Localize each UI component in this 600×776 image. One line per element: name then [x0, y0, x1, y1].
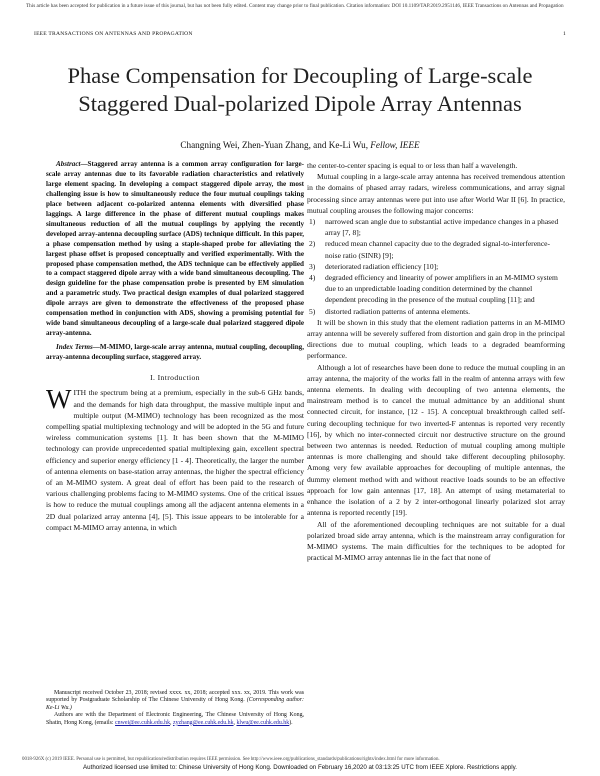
drop-cap: W: [46, 384, 72, 415]
continued-text: the center-to-center spacing is equal to or less than half a wavelength.: [307, 161, 518, 170]
paragraph-difficulties: All of the aforementioned decoupling techniques are not suitable for a dual polarized broad side array antenna, which is the mainstream array configuration for M-MIMO systems. The main difficulties for the techniques to be adopted for practical M-MIMO array antennas lie in the fact that none of: [307, 519, 565, 563]
index-terms: [46, 342, 304, 362]
abstract: [46, 160, 304, 339]
authors: Changning Wei, Zhen-Yuan Zhang, and Ke-Li Wu,: [180, 140, 371, 150]
paragraph-distortion: It will be shown in this study that the element radiation patterns in an M-MIMO array antenna will be severely suffered from distortion and gain drop in the principal directions due to mutual coupling, which leads to a degraded beamforming performance.: [307, 317, 565, 361]
list-item: 1) narrowed scan angle due to substantial active impedance changes in a phased array [7, 8];: [309, 217, 559, 238]
paragraph-prior-work: Although a lot of researches have been done to reduce the mutual coupling in an array antenna, the majority of the works fall in the realm of antenna arrays with few antenna elements. In dealing with decoupling of two antenna elements, the mainstream method is to cancel the mutual admittance by an additional shunt connected circuit, for instance, [12 - 15]. A conceptual breakthrough called self-curing decoupling technique for two inverted-F antennas is reported very recently [16], by which no inter-connected circuit nor destructive structure on the ground between two antennas is needed. Reduction of mutual coupling among multiple antennas is more challenging and should take different decoupling philosophy. Among very few available approaches for decoupling of multiple antennas, the dummy element method with and without reactive loads sounds to be an effective approach for low gain antennas [17, 18]. An attempt of using metamaterial to enhance the isolation of a 2 by 2 inter-orthogonal linearly polarized slot array antenna is reported recently [19].: [307, 362, 565, 518]
intro-text: ITH the spectrum being at a premium, especially in the sub-6 GHz bands, and the demands for high data throughput, the massive multiple input and multiple output (M-MIMO) technology has been recognized as the most compelling spatial multiplexing technology and will be adopted in the 5G and future wireless communication systems [1]. It has been shown that the M-MIMO technology can provide unprecedented spatial multiplexing gain, excellent spectral efficiency and superior energy efficiency [1 - 4]. Theoretically, the larger the number of antenna elements on base-station array antennas, the higher the spectral efficiency of an M-MIMO system. A great deal of effort has been paid to the research of various challenging problems facing to M-MIMO systems. One of the critical issues is how to reduce the mutual couplings among all the adjacent antenna elements in a 2D dual polarized array antenna [4], [5]. This issue appears to be intolerable for a compact M-MIMO array antenna, in which: [46, 388, 304, 532]
email-link-3[interactable]: klwu@ee.cuhk.edu.hk: [236, 719, 290, 726]
list-item: 3) deteriorated radiation efficiency [10];: [309, 261, 439, 271]
footnote-received: Manuscript received October 23, 2018; revised xxxx. xx, 2018; accepted xxx. xx, 2019. This work was supported by Postgraduate Scholarship of The Chinese University of Hong Kong. (Corresponding author: Ke-Li Wu.): [46, 690, 304, 711]
author-suffix: Fellow, IEEE: [370, 140, 420, 150]
footnotes: [46, 690, 304, 727]
left-column: [46, 160, 304, 533]
copyright-notice: 0018-926X (c) 2019 IEEE. Personal use is permitted, but republication/redistribution requires IEEE permission. See http://www.ieee.org/publications_standards/publications/rights/index.html for more information.: [22, 757, 440, 762]
intro-paragraph: [46, 384, 304, 533]
right-column: [307, 160, 565, 563]
index-terms-text: —M-MIMO, large-scale array antenna, mutual coupling, decoupling, array-antenna decoupling surface, staggered array.: [46, 343, 305, 362]
index-terms-label: Index Terms: [56, 343, 93, 352]
publication-notice: This article has been accepted for publication in a future issue of this journal, but has not been fully edited. Content may change prior to final publication. Citation information: DOI 10.1109/TAP.2019.2951146, IEEE Transactions on Antennas and Propagation: [26, 3, 564, 9]
list-item: 2) reduced mean channel capacity due to the degraded signal-to-interference-noise ratio (SINR) [9];: [309, 239, 551, 260]
author-list: [30, 140, 570, 150]
license-notice: Authorized licensed use limited to: Chinese University of Hong Kong. Downloaded on February 16,2020 at 03:13:25 UTC from IEEE Xplore. Restrictions apply.: [83, 764, 517, 771]
list-item: 5) distorted radiation patterns of antenna elements.: [309, 306, 471, 316]
paper-title: Phase Compensation for Decoupling of Large-scale Staggered Dual-polarized Dipole Array Antennas: [67, 63, 533, 116]
concerns-list: [307, 216, 565, 317]
email-link-1[interactable]: cnwei@ee.cuhk.edu.hk: [115, 719, 171, 726]
email-link-2[interactable]: zyzhang@ee.cuhk.edu.hk: [172, 719, 234, 726]
paragraph-mutual-coupling: Mutual coupling in a large-scale array antenna has received tremendous attention in the domains of phased array radars, wireless communications, and array signal processing since array antennas were put into use after World War II [6]. In practice, mutual coupling arouses the following major concerns:: [307, 172, 565, 215]
running-head: [34, 31, 566, 37]
page-number: 1: [563, 31, 566, 37]
abstract-label: Abstract: [56, 160, 81, 168]
abstract-text: —Staggered array antenna is a common array configuration for large-scale array antennas due to its favorable radiation characteristics and relatively large element spacing. In developing a compact staggered dipole array, the most challenging issue is how to simultaneously reduce the four mutual couplings taking place between adjacent co-polarized antenna elements with diversified phase laggings. A large difference in the phase of different mutual couplings makes simultaneous reduction of all the mutual couplings by applying the recently developed array-antenna decoupling surface (ADS) technique difficult. In this paper, a phase compensation method by using a staple-shaped probe for alleviating the largest phase offset is proposed conceptually and verified experimentally. With the proposed phase compensation method, the ADS technique can be effectively applied to a compact staggered dipole array with a wide band simultaneous decoupling. The design guideline for the phase compensation probe is presented by EM simulation and a parametric study. Two practical design examples of dual polarized staggered dipole arrays are given to demonstrate the effectiveness of the proposed phase compensation method in conjunction with ADS, showing a promising potential for wide band simultaneous decoupling of a large-scale dual polarized staggered dipole array-antenna.: [46, 160, 304, 338]
footnote-affiliation: Authors are with the Department of Electronic Engineering, The Chinese University of Hong Kong, Shatin, Hong Kong, (emails: cnwei@ee.cuhk.edu.hk, zyzhang@ee.cuhk.edu.hk, klwu@ee.cuhk.edu.hk).: [46, 712, 304, 726]
list-item: 4) degraded efficiency and linearity of power amplifiers in an M-MIMO system due to an unpredictable loading condition determined by the channel dependent precoding in the presence of the mutual coupling [11]; and: [309, 273, 558, 305]
corresponding-author: (Corresponding author: Ke-Li Wu.): [46, 697, 304, 711]
section-heading: I. Introduction: [150, 373, 200, 383]
journal-name: IEEE TRANSACTIONS ON ANTENNAS AND PROPAGATION: [34, 31, 193, 37]
